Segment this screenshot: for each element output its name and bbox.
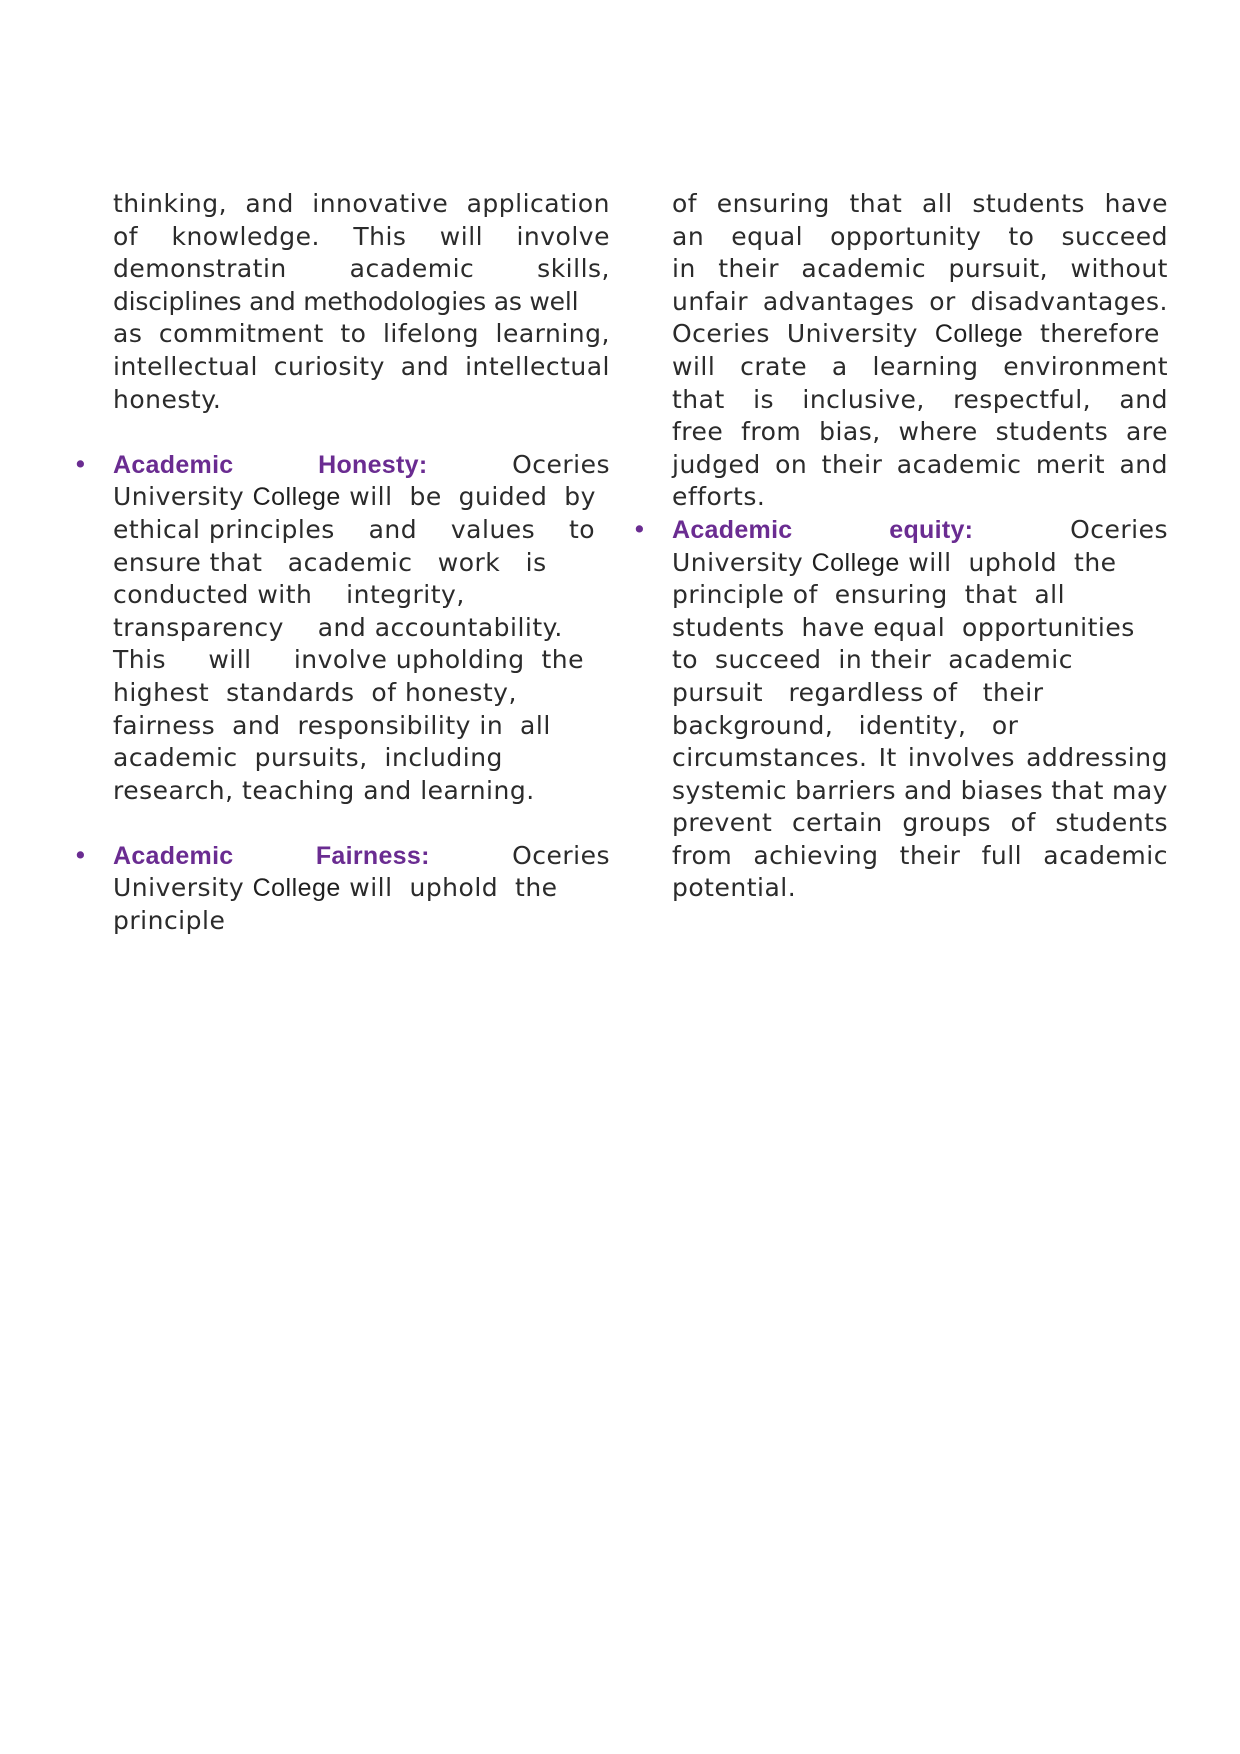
bullet-icon: • bbox=[73, 449, 89, 479]
term-line bbox=[672, 514, 1168, 547]
academic-equity-item bbox=[632, 514, 1168, 905]
left-column bbox=[73, 188, 610, 938]
term-label: Honesty: bbox=[318, 450, 428, 479]
text-line: academic pursuits, including bbox=[113, 743, 503, 773]
text-line: systemic barriers and biases that may bbox=[672, 775, 1168, 805]
bullet-icon: • bbox=[632, 514, 648, 544]
text-line: University College will uphold the bbox=[113, 873, 558, 903]
academic-fairness-item bbox=[73, 840, 610, 938]
lead-word: Oceries bbox=[1070, 514, 1168, 544]
text-line: students have equal opportunities bbox=[672, 612, 1135, 642]
text-line: intellectual curiosity and intellectual bbox=[113, 351, 610, 381]
text-line: principle of ensuring that all bbox=[672, 580, 1066, 610]
text-line: conducted with integrity, bbox=[113, 580, 465, 610]
text-line: Oceries University College therefore bbox=[672, 319, 1160, 349]
text-line: honesty. bbox=[113, 384, 222, 414]
text-line: potential. bbox=[672, 873, 797, 903]
text-line: pursuit regardless of their bbox=[672, 677, 1044, 707]
text-line: to succeed in their academic bbox=[672, 645, 1073, 675]
text-line: ethical principles and values to bbox=[113, 514, 596, 544]
text-line: transparency and accountability. bbox=[113, 612, 563, 642]
text-line: that is inclusive, respectful, and bbox=[672, 384, 1168, 414]
text-line: demonstratin academic skills, bbox=[113, 254, 610, 284]
term-label: Academic bbox=[672, 515, 793, 544]
text-line: disciplines and methodologies as well bbox=[113, 286, 579, 316]
term-label: Academic bbox=[113, 841, 234, 870]
text-line: of knowledge. This will involve bbox=[113, 221, 610, 251]
term-line bbox=[113, 449, 610, 482]
text-line: efforts. bbox=[672, 482, 766, 512]
academic-honesty-item bbox=[73, 449, 610, 808]
right-column bbox=[632, 188, 1168, 905]
text-line: ensure that academic work is bbox=[113, 547, 547, 577]
term-label: Academic bbox=[113, 450, 234, 479]
text-line: unfair advantages or disadvantages. bbox=[672, 286, 1168, 316]
text-line: judged on their academic merit and bbox=[672, 449, 1168, 479]
text-line: in their academic pursuit, without bbox=[672, 254, 1168, 284]
text-line: thinking, and innovative application bbox=[113, 189, 610, 218]
text-line: an equal opportunity to succeed bbox=[672, 221, 1168, 251]
term-line bbox=[113, 840, 610, 873]
text-line: of ensuring that all students have bbox=[672, 189, 1168, 218]
text-line: fairness and responsibility in all bbox=[113, 710, 551, 740]
intro-paragraph bbox=[113, 188, 610, 416]
text-line: University College will be guided by bbox=[113, 482, 596, 512]
text-line: circumstances. It involves addressing bbox=[672, 743, 1168, 773]
text-line: as commitment to lifelong learning, bbox=[113, 319, 610, 349]
text-line: free from bias, where students are bbox=[672, 417, 1168, 447]
text-line: research, teaching and learning. bbox=[113, 775, 535, 805]
lead-word: Oceries bbox=[512, 840, 610, 870]
text-line: prevent certain groups of students bbox=[672, 808, 1168, 838]
term-label: equity: bbox=[889, 515, 974, 544]
bullet-icon: • bbox=[73, 840, 89, 870]
text-line: from achieving their full academic bbox=[672, 840, 1168, 870]
text-line: University College will uphold the bbox=[672, 547, 1117, 577]
lead-word: Oceries bbox=[512, 449, 610, 479]
text-line: will crate a learning environment bbox=[672, 351, 1168, 381]
term-label: Fairness: bbox=[315, 841, 430, 870]
intro-paragraph bbox=[672, 188, 1168, 514]
text-line: This will involve upholding the bbox=[113, 645, 585, 675]
text-line: principle bbox=[113, 906, 226, 936]
text-line: highest standards of honesty, bbox=[113, 677, 517, 707]
text-line: background, identity, or bbox=[672, 710, 1019, 740]
